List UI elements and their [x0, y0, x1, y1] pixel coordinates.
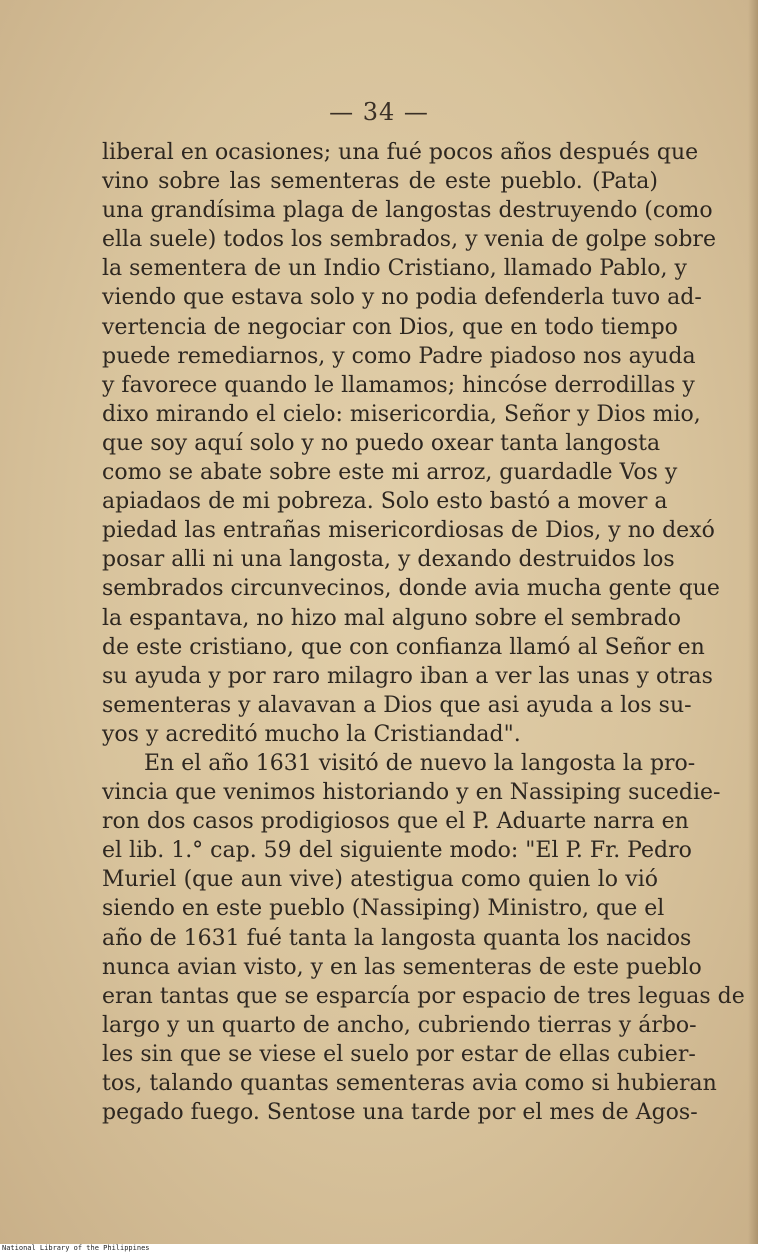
page-number: — 34 —	[329, 98, 429, 126]
text-line: liberal en ocasiones; una fué pocos años después que	[102, 140, 699, 165]
text-line: vincia que venimos historiando y en Nassiping sucedie-	[102, 780, 721, 806]
text-line: año de 1631 fué tanta la langosta quanta los nacidos	[102, 925, 692, 951]
text-line: como se abate sobre este mi arroz, guardadle Vos y	[102, 460, 678, 486]
text-line: de este cristiano, que con confianza llamó al Señor en	[102, 634, 705, 660]
text-line: yos y acreditó mucho la Cristiandad".	[102, 721, 521, 747]
text-line: su ayuda y por raro milagro iban a ver las unas y otras	[102, 663, 713, 689]
text-line: Muriel (que aun vive) atestigua como quien lo vió	[102, 867, 658, 893]
text-line: dixo mirando el cielo: misericordia, Señor y Dios mio,	[102, 401, 701, 427]
page-edge-shadow	[748, 0, 758, 1244]
text-line: ella suele) todos los sembrados, y venia de golpe sobre	[102, 227, 716, 253]
text-line: En el año 1631 visitó de nuevo la langosta la pro-	[144, 750, 696, 776]
text-line: posar alli ni una langosta, y dexando destruidos los	[102, 547, 675, 573]
text-line: que soy aquí solo y no puedo oxear tanta langosta	[102, 430, 661, 456]
text-line: sembrados circunvecinos, donde avia mucha gente que	[102, 576, 720, 602]
text-line: tos, talando quantas sementeras avia como si hubieran	[102, 1071, 717, 1096]
text-line: apiadaos de mi pobreza. Solo esto bastó a mover a	[102, 489, 668, 515]
text-line: una grandísima plaga de langostas destruyendo (como	[102, 198, 713, 224]
text-line: eran tantas que se esparcía por espacio de tres leguas de	[102, 983, 745, 1009]
text-line: la sementera de un Indio Cristiano, llamado Pablo, y	[102, 256, 687, 282]
text-line: nunca avian visto, y en las sementeras de este pueblo	[102, 954, 702, 980]
text-line: ron dos casos prodigiosos que el P. Aduarte narra en	[102, 809, 689, 835]
text-line: la espantava, no hizo mal alguno sobre el sembrado	[102, 605, 681, 631]
text-line: pegado fuego. Sentose una tarde por el mes de Agos-	[102, 1100, 698, 1126]
text-line: largo y un quarto de ancho, cubriendo tierras y árbo-	[102, 1012, 697, 1038]
text-line: les sin que se viese el suelo por estar de ellas cubier-	[102, 1041, 696, 1067]
text-line: siendo en este pueblo (Nassiping) Ministro, que el	[102, 896, 665, 922]
text-line: y favorece quando le llamamos; hincóse derrodillas y	[102, 372, 695, 398]
library-credit: National Library of the Philippines	[0, 1244, 758, 1253]
text-line: puede remediarnos, y como Padre piadoso nos ayuda	[102, 343, 696, 369]
text-line: el lib. 1.° cap. 59 del siguiente modo: "El P. Fr. Pedro	[102, 838, 692, 864]
text-line: sementeras y alavavan a Dios que asi ayuda a los su-	[102, 692, 692, 718]
text-line: vino sobre las sementeras de este pueblo. (Pata)	[102, 169, 658, 195]
text-line: vertencia de negociar con Dios, que en todo tiempo	[102, 314, 678, 340]
text-line: piedad las entrañas misericordiosas de Dios, y no dexó	[102, 518, 715, 544]
body-text	[102, 138, 745, 1127]
text-line: viendo que estava solo y no podia defenderla tuvo ad-	[102, 285, 702, 311]
